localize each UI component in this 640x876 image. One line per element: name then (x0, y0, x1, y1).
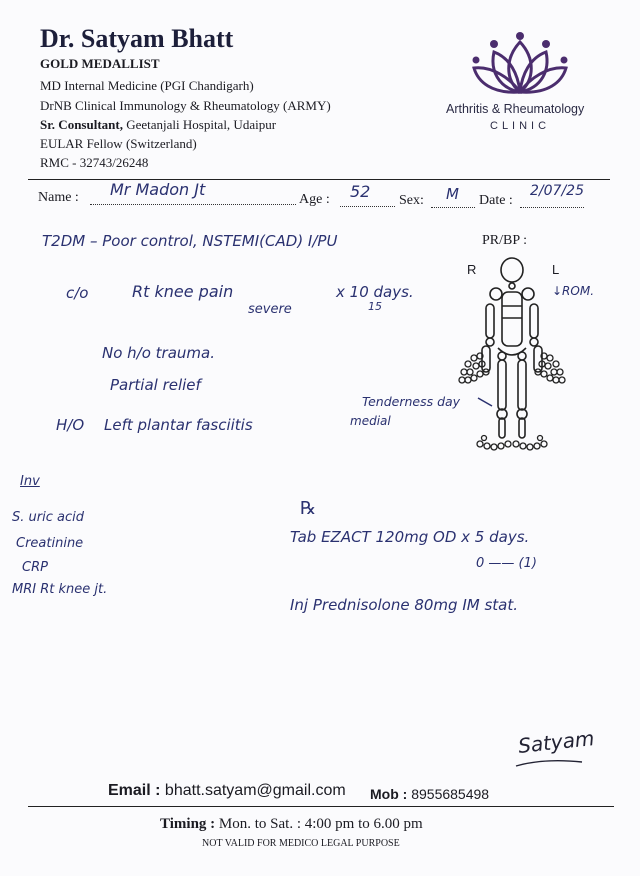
patient-sex: M (446, 185, 459, 203)
complaint-text: Rt knee pain (132, 282, 234, 301)
history-relief: Partial relief (110, 376, 201, 394)
doctor-title: GOLD MEDALLIST (40, 56, 160, 71)
credential-line: EULAR Fellow (Switzerland) (40, 136, 197, 151)
mobile-number[interactable]: 8955685498 (411, 786, 490, 802)
complaint-prefix: c/o (66, 284, 89, 302)
investigation-item: Creatinine (16, 536, 84, 551)
patient-name: Mr Madon Jt (110, 180, 206, 199)
history-prefix: H/O (56, 416, 85, 434)
timing-row (160, 816, 423, 833)
credential-line: DrNB Clinical Immunology & Rheumatology (ARMY) (40, 98, 331, 113)
legal-disclaimer: NOT VALID FOR MEDICO LEGAL PURPOSE (202, 838, 400, 849)
diagnosis-note: T2DM – Poor control, NSTEMI(CAD) I/PU (42, 232, 338, 250)
credential-line (40, 117, 276, 133)
email-label: Email : (108, 782, 161, 799)
consultant-prefix: Sr. Consultant, (40, 117, 123, 132)
lotus-figures-logo-icon (470, 30, 570, 100)
history-fasciitis: Left plantar fasciitis (104, 416, 253, 434)
footer-divider (28, 806, 614, 807)
prescription-dose: 0 —— (1) (476, 556, 537, 571)
age-label: Age : (299, 192, 330, 207)
signature-underline-icon (514, 756, 584, 770)
investigation-item: CRP (22, 560, 48, 575)
complaint-detail: severe (248, 302, 292, 317)
diagram-left-label: L (552, 262, 560, 277)
hospital-name: Geetanjali Hospital, Udaipur (126, 117, 277, 132)
mobile-label: Mob : (370, 786, 408, 802)
history-trauma: No h/o trauma. (102, 344, 215, 362)
credential-line: MD Internal Medicine (PGI Chandigarh) (40, 78, 254, 93)
clinic-name: Arthritis & Rheumatology (446, 102, 585, 116)
diagram-right-label: R (467, 262, 477, 277)
prescription-line: Inj Prednisolone 80mg IM stat. (290, 596, 519, 614)
complaint-duration: x 10 days. (336, 283, 414, 301)
timing-value: Mon. to Sat. : 4:00 pm to 6.00 pm (218, 816, 423, 832)
clinic-subtitle: CLINIC (490, 120, 551, 132)
email-row (108, 782, 346, 800)
tenderness-site: medial (350, 414, 391, 428)
patient-age: 52 (350, 182, 371, 201)
email-address[interactable]: bhatt.satyam@gmail.com (164, 782, 346, 799)
prescription-line: Tab EZACT 120mg OD x 5 days. (290, 528, 530, 546)
sex-label: Sex: (399, 193, 424, 208)
mobile-row (370, 786, 489, 802)
skeleton-joint-diagram-icon (452, 256, 572, 462)
rx-symbol: ℞ (300, 498, 317, 519)
doctor-name: Dr. Satyam Bhatt (40, 24, 234, 53)
duration-alt: 15 (368, 300, 382, 313)
range-of-motion-note: ↓ROM. (552, 284, 595, 298)
registration-number: RMC - 32743/26248 (40, 155, 149, 170)
timing-label: Timing : (160, 816, 216, 832)
investigation-item: S. uric acid (12, 510, 84, 525)
prbp-label: PR/BP : (482, 233, 528, 248)
tenderness-note: Tenderness day (362, 394, 461, 409)
date-label: Date : (479, 193, 513, 208)
investigations-heading: Inv (20, 474, 40, 489)
visit-date: 2/07/25 (530, 183, 584, 199)
doctor-signature: Satyam (516, 726, 596, 758)
name-label: Name : (38, 190, 79, 205)
investigation-item: MRI Rt knee jt. (12, 582, 108, 597)
